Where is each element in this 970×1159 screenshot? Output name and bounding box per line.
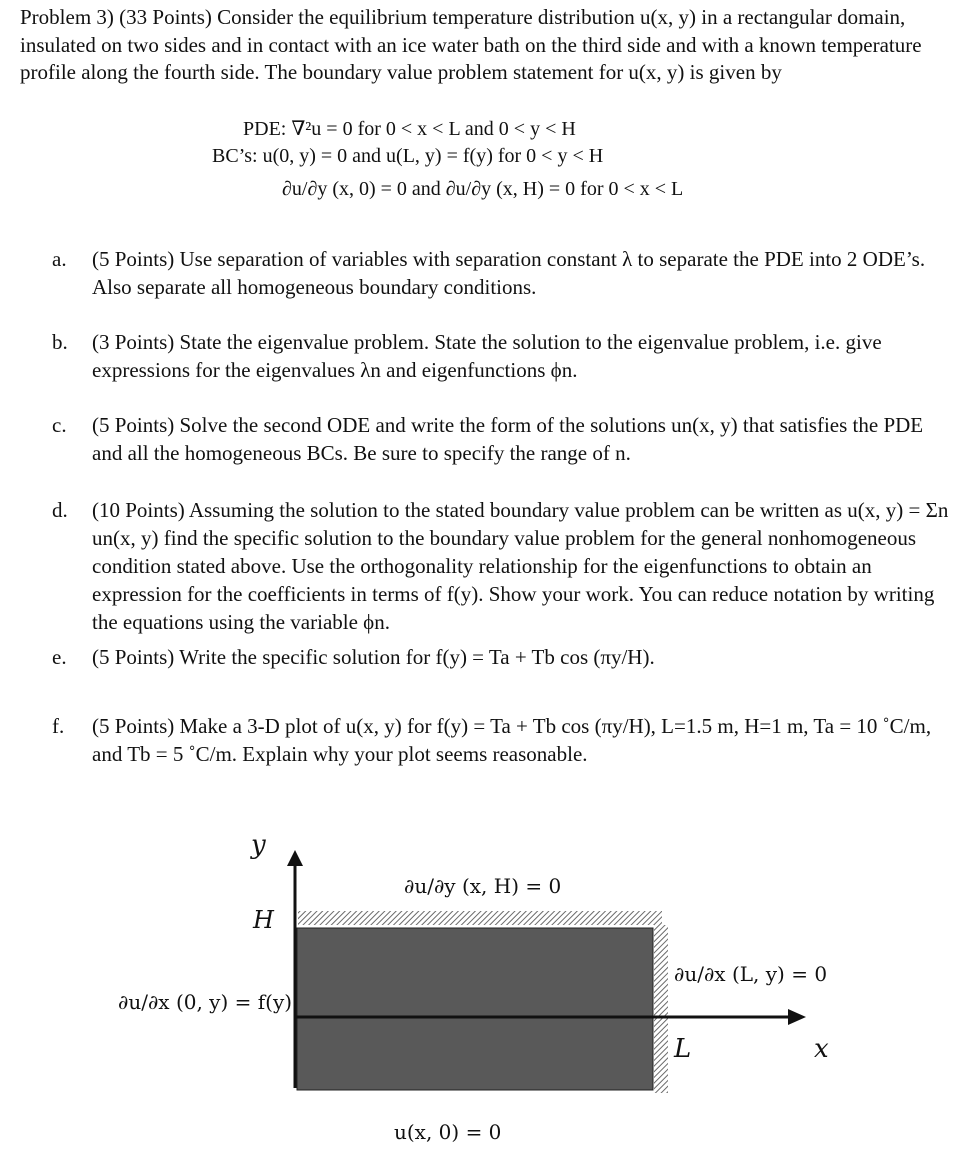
part-text: (5 Points) Write the specific solution for f(y) = Ta + Tb cos (πy/H). — [92, 645, 655, 669]
pde-equation: PDE: ∇²u = 0 for 0 < x < L and 0 < y < H — [243, 118, 576, 140]
domain-rectangle — [297, 928, 653, 1090]
h-label: H — [253, 906, 274, 934]
part-label: b. — [52, 330, 68, 354]
diagram-svg — [0, 820, 970, 1154]
y-axis-arrowhead — [287, 850, 303, 866]
part-label: f. — [52, 714, 65, 738]
x-axis-arrowhead — [788, 1009, 806, 1025]
part-c — [52, 411, 952, 467]
part-f — [52, 712, 952, 768]
part-text: (3 Points) State the eigenvalue problem. State the solution to the eigenvalue problem, i.e. give expressions for the eigenvalues λn and eigenfunctions ϕn. — [92, 330, 882, 382]
right-insulation-hatch — [654, 925, 668, 1093]
l-label: L — [674, 1034, 692, 1064]
part-label: e. — [52, 645, 67, 669]
left-boundary-condition: ∂u/∂x (0, y) = f(y) — [118, 990, 293, 1014]
part-a — [52, 245, 952, 301]
part-text: (10 Points) Assuming the solution to the stated boundary value problem can be written as u(x, y) = Σn un(x, y) find the specific solution to the boundary value problem for the general nonhomogeneous condition stated above. Use the orthogonality relationship for the eigenfunctions to obtain an expression for the coefficients in terms of f(y). Show your work. You can reduce notation by writing the equations using the variable ϕn. — [92, 498, 949, 634]
part-text: (5 Points) Solve the second ODE and write the form of the solutions un(x, y) that satisfies the PDE and all the homogeneous BCs. Be sure to specify the range of n. — [92, 413, 924, 465]
y-axis-label: y — [251, 830, 266, 860]
problem-intro: Problem 3) (33 Points) Consider the equilibrium temperature distribution u(x, y) in a rectangular domain, insulated on two sides and in contact with an ice water bath on the third side and with a known temperature profile along the fourth side. The boundary value problem statement for u(x, y) is given by — [20, 5, 922, 84]
x-axis-label: x — [814, 1034, 829, 1064]
part-label: d. — [52, 498, 68, 522]
top-insulation-hatch — [298, 911, 662, 925]
part-b — [52, 328, 952, 384]
right-boundary-condition: ∂u/∂x (L, y) = 0 — [674, 962, 828, 986]
part-text: (5 Points) Use separation of variables with separation constant λ to separate the PDE into 2 ODE’s. Also separate all homogeneous boundary conditions. — [92, 247, 926, 299]
part-e — [52, 643, 952, 671]
part-label: c. — [52, 413, 67, 437]
bottom-boundary-condition: u(x, 0) = 0 — [394, 1120, 502, 1144]
part-d — [52, 496, 952, 636]
part-label: a. — [52, 247, 67, 271]
bc-line-1: BC’s: u(0, y) = 0 and u(L, y) = f(y) for 0 < y < H — [212, 145, 604, 167]
boundary-diagram — [0, 820, 970, 1154]
part-text: (5 Points) Make a 3-D plot of u(x, y) for f(y) = Ta + Tb cos (πy/H), L=1.5 m, H=1 m, Ta = 10 ˚C/m, and Tb = 5 ˚C/m. Explain why your plot seems reasonable. — [92, 714, 932, 766]
bc-line-2: ∂u/∂y (x, 0) = 0 and ∂u/∂y (x, H) = 0 for 0 < x < L — [282, 178, 684, 200]
top-boundary-condition: ∂u/∂y (x, H) = 0 — [404, 874, 562, 898]
